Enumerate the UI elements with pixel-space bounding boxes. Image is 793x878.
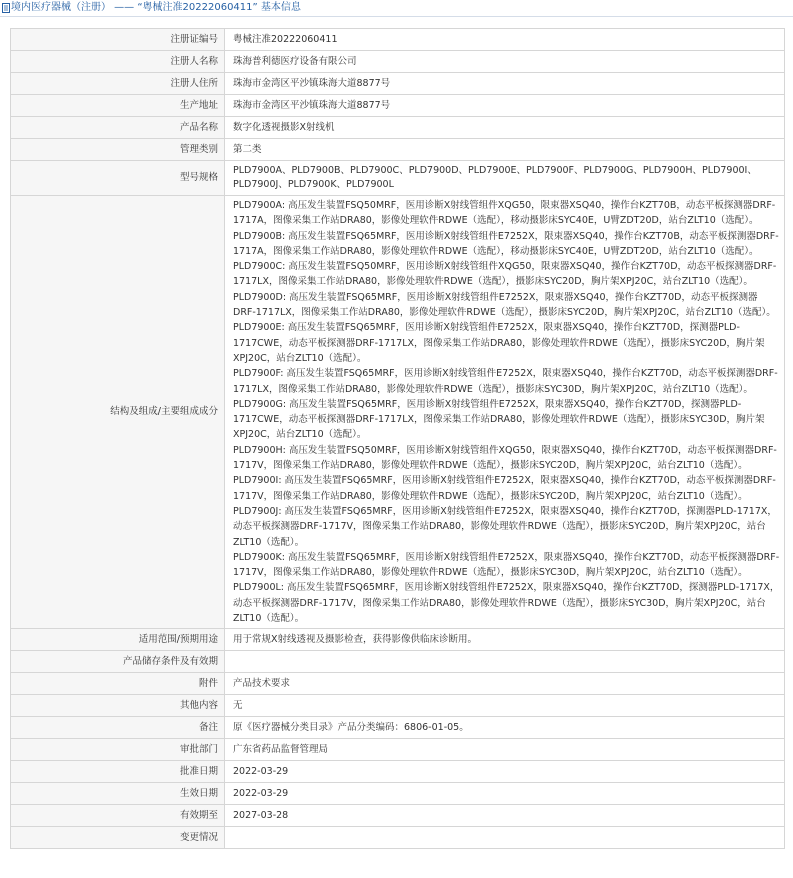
- field-label: 适用范围/预期用途: [11, 629, 225, 651]
- table-row: [11, 805, 785, 827]
- table-row: [11, 95, 785, 117]
- field-label: 管理类别: [11, 139, 225, 161]
- field-label: 审批部门: [11, 739, 225, 761]
- table-row: [11, 51, 785, 73]
- list-item: PLD7900A: 高压发生装置FSQ50MRF，医用诊断X射线管组件XQG50，限束器XSQ40，操作台KZT70B，动态平板探测器DRF-1717A，图像采集工作站DRA80，影像处理软件RDWE（选配），移动摄影床SYC40E，U臂ZDT20D，站台ZLT10（选配）。: [233, 200, 776, 227]
- field-value: 2022-03-29: [225, 783, 785, 805]
- field-label: 型号规格: [11, 161, 225, 196]
- table-row: [11, 783, 785, 805]
- table-row: [11, 717, 785, 739]
- list-item: PLD7900C: 高压发生装置FSQ50MRF，医用诊断X射线管组件XQG50，限束器XSQ40，操作台KZT70D，动态平板探测器DRF-1717LX，图像采集工作站DRA80，影像处理软件RDWE（选配），摄影床SYC20D，胸片架XPJ20C，站台ZLT10（选配）。: [233, 261, 777, 288]
- field-label: 备注: [11, 717, 225, 739]
- table-row: [11, 161, 785, 196]
- field-value: 无: [225, 695, 785, 717]
- field-value: 产品技术要求: [225, 673, 785, 695]
- field-label: 结构及组成/主要组成成分: [11, 196, 225, 629]
- list-item: PLD7900L: 高压发生装置FSQ65MRF，医用诊断X射线管组件E7252X，限束器XSQ40，操作台KZT70D，探测器PLD-1717X，动态平板探测器DRF-1717V，图像采集工作站DRA80，影像处理软件RDWE（选配），摄影床SYC30D，胸片架XPJ20C，站台ZLT10（选配）。: [233, 582, 780, 625]
- table-row: [11, 196, 785, 629]
- list-item: PLD7900E: 高压发生装置FSQ65MRF，医用诊断X射线管组件E7252X，限束器XSQ40，操作台KZT70D，探测器PLD-1717CWE，动态平板探测器DRF-1717LX，图像采集工作站DRA80，影像处理软件RDWE（选配），摄影床SYC20D，胸片架XPJ20C，站台ZLT10（选配）。: [233, 322, 765, 364]
- field-value: 2027-03-28: [225, 805, 785, 827]
- structure-composition-value: [225, 196, 785, 629]
- field-value: 粤械注准20222060411: [225, 29, 785, 51]
- table-row: [11, 761, 785, 783]
- field-value: 用于常规X射线透视及摄影检查，获得影像供临床诊断用。: [225, 629, 785, 651]
- list-item: PLD7900G: 高压发生装置FSQ65MRF，医用诊断X射线管组件E7252X，限束器XSQ40，操作台KZT70D，探测器PLD-1717CWE，动态平板探测器DRF-1717LX，图像采集工作站DRA80，影像处理软件RDWE（选配），摄影床SYC30D，胸片架XPJ20C，站台ZLT10（选配）。: [233, 398, 765, 441]
- field-value: 2022-03-29: [225, 761, 785, 783]
- field-value: [225, 651, 785, 673]
- field-value: 广东省药品监督管理局: [225, 739, 785, 761]
- table-row: [11, 827, 785, 849]
- table-row: [11, 73, 785, 95]
- table-row: [11, 739, 785, 761]
- model-spec-value: PLD7900A、PLD7900B、PLD7900C、PLD7900D、PLD7900E、PLD7900F、PLD7900G、PLD7900H、PLD7900I、PLD7900J、PLD7900K、PLD7900L: [225, 161, 785, 196]
- field-label: 附件: [11, 673, 225, 695]
- table-row: [11, 651, 785, 673]
- list-item: PLD7900I: 高压发生装置FSQ65MRF，医用诊断X射线管组件E7252X，限束器XSQ40，操作台KZT70D，动态平板探测器DRF-1717V，图像采集工作站DRA80，影像处理软件RDWE（选配），摄影床SYC20D，胸片架XPJ20C，站台ZLT10（选配）。: [233, 475, 776, 502]
- field-label: 产品名称: [11, 117, 225, 139]
- table-row: [11, 673, 785, 695]
- field-value: 原《医疗器械分类目录》产品分类编码：6806-01-05。: [225, 717, 785, 739]
- table-row: [11, 695, 785, 717]
- table-row: [11, 139, 785, 161]
- field-label: 其他内容: [11, 695, 225, 717]
- list-item: PLD7900H: 高压发生装置FSQ50MRF，医用诊断X射线管组件XQG50，限束器XSQ40，操作台KZT70D，动态平板探测器DRF-1717V，图像采集工作站DRA80，影像处理软件RDWE（选配），摄影床SYC20D，胸片架XPJ20C，站台ZLT10（选配）。: [233, 444, 777, 472]
- document-icon: [2, 3, 10, 13]
- field-value: [225, 827, 785, 849]
- field-label: 有效期至: [11, 805, 225, 827]
- field-label: 注册人名称: [11, 51, 225, 73]
- list-item: PLD7900B: 高压发生装置FSQ65MRF，医用诊断X射线管组件E7252X，限束器XSQ40，操作台KZT70B，动态平板探测器DRF-1717A，图像采集工作站DRA80，影像处理软件RDWE（选配），移动摄影床SYC40E，U臂ZDT20D，站台ZLT10（选配）。: [233, 230, 779, 257]
- registration-info-table: [10, 28, 785, 849]
- list-item: PLD7900J: 高压发生装置FSQ65MRF，医用诊断X射线管组件E7252X，限束器XSQ40，操作台KZT70D，探测器PLD-1717X，动态平板探测器DRF-1717V，图像采集工作站DRA80，影像处理软件RDWE（选配），摄影床SYC20D，胸片架XPJ20C，站台ZLT10（选配）。: [233, 505, 777, 548]
- list-item: PLD7900D: 高压发生装置FSQ65MRF，医用诊断X射线管组件E7252X，限束器XSQ40，操作台KZT70D，动态平板探测器DRF-1717LX，图像采集工作站DRA80，影像处理软件RDWE（选配），摄影床SYC20D，胸片架XPJ20C，站台ZLT10（选配）。: [233, 291, 776, 319]
- list-item: PLD7900K: 高压发生装置FSQ65MRF，医用诊断X射线管组件E7252X，限束器XSQ40，操作台KZT70D，动态平板探测器DRF-1717V，图像采集工作站DRA80，影像处理软件RDWE（选配），摄影床SYC30D，胸片架XPJ20C，站台ZLT10（选配）。: [233, 551, 780, 579]
- page-header: [0, 0, 793, 17]
- field-value: 第二类: [225, 139, 785, 161]
- field-label: 生效日期: [11, 783, 225, 805]
- field-label: 生产地址: [11, 95, 225, 117]
- field-label: 批准日期: [11, 761, 225, 783]
- breadcrumb: 境内医疗器械（注册） —— “粤械注准20222060411” 基本信息: [11, 2, 301, 13]
- field-value: 珠海市金湾区平沙镇珠海大道8877号: [225, 73, 785, 95]
- list-item: PLD7900F: 高压发生装置FSQ65MRF，医用诊断X射线管组件E7252X，限束器XSQ40，操作台KZT70D，动态平板探测器DRF-1717LX，图像采集工作站DRA80，影像处理软件RDWE（选配），摄影床SYC30D，胸片架XPJ20C，站台ZLT10（选配）。: [233, 368, 778, 395]
- field-value: 珠海市金湾区平沙镇珠海大道8877号: [225, 95, 785, 117]
- field-label: 注册人住所: [11, 73, 225, 95]
- table-row: [11, 117, 785, 139]
- table-row: [11, 629, 785, 651]
- field-value: 珠海普利德医疗设备有限公司: [225, 51, 785, 73]
- field-label: 产品储存条件及有效期: [11, 651, 225, 673]
- field-label: 注册证编号: [11, 29, 225, 51]
- field-label: 变更情况: [11, 827, 225, 849]
- table-row: [11, 29, 785, 51]
- field-value: 数字化透视摄影X射线机: [225, 117, 785, 139]
